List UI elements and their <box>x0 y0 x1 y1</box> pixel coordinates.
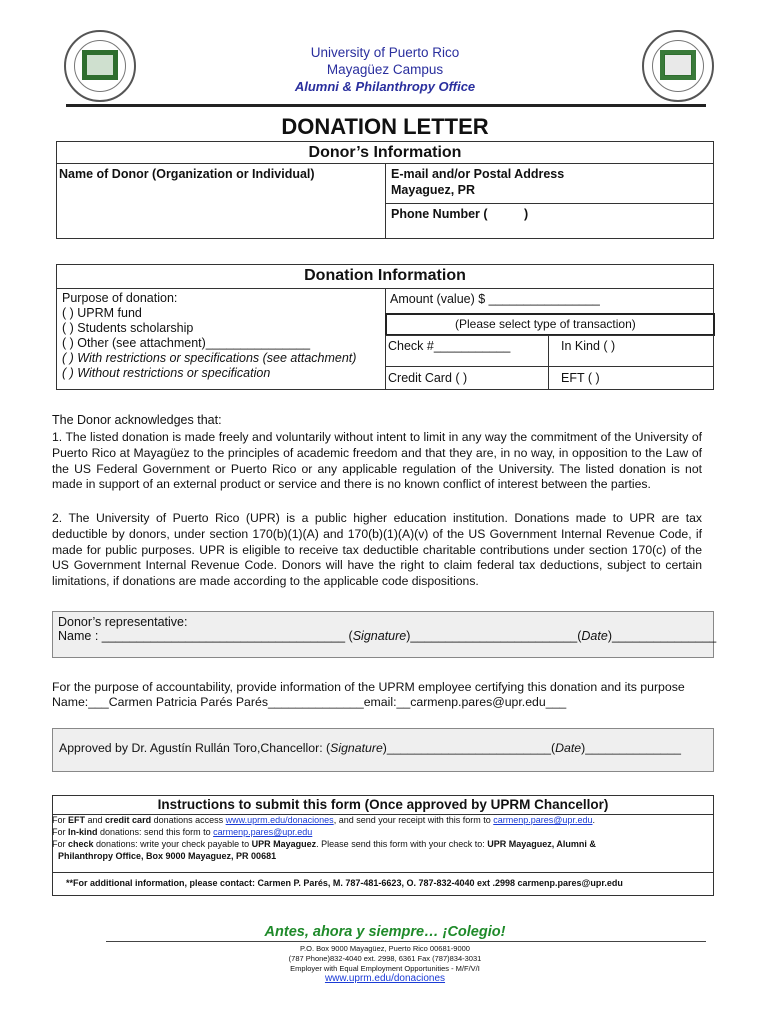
phone-label: Phone Number ( <box>391 207 488 221</box>
option-without-restrictions[interactable]: ( ) Without restrictions or specification <box>62 366 271 380</box>
eft-option[interactable]: EFT ( ) <box>561 371 600 385</box>
footer-phone: (787 Phone)832-4040 ext. 2998, 6361 Fax (787)834-3031 <box>288 954 482 963</box>
donation-vdivider <box>385 288 386 390</box>
address-label: E-mail and/or Postal Address <box>391 167 565 181</box>
header-campus: Mayagüez Campus <box>326 62 444 77</box>
instr-eft-bold: EFT <box>68 815 86 825</box>
instructions-heading: Instructions to submit this form (Once approved by UPRM Chancellor) <box>157 797 609 812</box>
approval-box <box>52 728 714 772</box>
employee-name-value: ___Carmen Patricia Parés Parés______________ <box>88 695 364 709</box>
address-field[interactable] <box>385 163 714 204</box>
footer-address: P.O. Box 9000 Mayagüez, Puerto Rico 00681-9000 <box>300 944 470 953</box>
footer-motto: Antes, ahora y siempre… ¡Colegio! <box>264 924 506 940</box>
instr-inkind <box>52 827 312 838</box>
donations-link[interactable]: www.uprm.edu/donaciones <box>225 815 334 825</box>
instr-check-text2: . Please send this form with your check to: <box>316 839 488 849</box>
instr-eft-and: and <box>85 815 106 825</box>
phone-close: ) <box>524 207 529 221</box>
instr-check-bold3: UPR Mayaguez, Alumni & <box>487 839 596 849</box>
option-uprm-fund[interactable]: ( ) UPRM fund <box>62 306 142 320</box>
instr-eft-text2: , and send your receipt with this form to <box>333 815 494 825</box>
rep-name-prefix: Name : ___________________________________ ( <box>58 629 353 643</box>
footer-link-wrap <box>0 973 770 984</box>
instr-eft-bold2: credit card <box>105 815 152 825</box>
accountability-intro: For the purpose of accountability, provide information of the UPRM employee certifying this donation and its purpose <box>52 680 685 694</box>
ack-intro: The Donor acknowledges that: <box>52 413 222 427</box>
instr-eft <box>52 815 595 826</box>
donor-info-heading: Donor’s Information <box>308 144 462 161</box>
instr-check-bold2: UPR Mayaguez <box>251 839 317 849</box>
instr-check-prefix: For <box>52 839 69 849</box>
check-option[interactable]: Check #___________ <box>388 339 511 353</box>
instr-eft-end: . <box>592 815 595 825</box>
instr-eft-prefix: For <box>52 815 69 825</box>
approval-prefix: Approved by Dr. Agustín Rullán Toro,Chancellor: ( <box>59 741 331 755</box>
rep-mid: )________________________( <box>406 629 582 643</box>
accountability-line[interactable] <box>52 695 566 709</box>
ack-paragraph-1: 1. The listed donation is made freely and voluntarily without intent to limit in any way the commitment of the University of Puerto Rico at Mayagüez to the principles of academic freedom and that they are, in no way, in opposition to the Law of the US Federal Government or Puerto Rico or any applicable regulation of the University. The listed donation is not made in support of an external product or service and there is no known conflict of interest between the parties. <box>52 430 702 492</box>
email-link[interactable]: carmenp.pares@upr.edu <box>493 815 593 825</box>
donor-info-heading-box <box>56 141 714 164</box>
rep-end: )_______________ <box>607 629 717 643</box>
page-title: DONATION LETTER <box>281 114 489 139</box>
tx-divider-1 <box>385 335 714 336</box>
credit-card-option[interactable]: Credit Card ( ) <box>388 371 468 385</box>
instr-check-text: donations: write your check payable to <box>93 839 252 849</box>
tx-divider-2 <box>385 366 714 367</box>
header-university: University of Puerto Rico <box>310 45 460 60</box>
approval-end: )______________ <box>581 741 681 755</box>
representative-box <box>52 611 717 658</box>
approval-signature-label: Signature <box>330 741 383 755</box>
phone-field[interactable] <box>385 203 714 239</box>
employee-email-label: email: <box>363 695 397 709</box>
option-scholarship[interactable]: ( ) Students scholarship <box>62 321 194 335</box>
employee-email-value: __carmenp.pares@upr.edu___ <box>396 695 567 709</box>
footer-donations-link[interactable]: www.uprm.edu/donaciones <box>324 973 446 984</box>
transaction-type-label: (Please select type of transaction) <box>455 317 636 331</box>
donation-info-heading: Donation Information <box>304 267 466 284</box>
donor-name-field[interactable] <box>56 163 386 239</box>
in-kind-option[interactable]: In Kind ( ) <box>561 339 616 353</box>
additional-info: **For additional information, please contact: Carmen P. Parés, M. 787-481-6623, O. 787-832-4040 ext .2998 carmenp.pares@upr.edu <box>66 878 623 888</box>
instr-inkind-bold: In-kind <box>68 827 98 837</box>
instr-check <box>52 839 596 850</box>
inkind-email-link[interactable]: carmenp.pares@upr.edu <box>213 827 313 837</box>
instr-check-bold: check <box>68 839 94 849</box>
representative-label: Donor’s representative: <box>58 615 188 629</box>
header-office: Alumni & Philanthropy Office <box>294 79 476 94</box>
instr-inkind-text: donations: send this form to <box>97 827 214 837</box>
rep-signature-label: Signature <box>352 629 407 643</box>
instr-inkind-prefix: For <box>52 827 69 837</box>
employee-name-label: Name: <box>52 695 89 709</box>
approval-signature-line[interactable] <box>59 741 681 755</box>
tx-vdivider <box>548 335 549 390</box>
donor-name-label: Name of Donor (Organization or Individual) <box>59 167 315 181</box>
option-other[interactable]: ( ) Other (see attachment)_______________ <box>62 336 311 350</box>
instructions-divider-2 <box>52 872 714 873</box>
purpose-label: Purpose of donation: <box>62 291 178 305</box>
footer-divider <box>106 941 706 942</box>
representative-signature-line[interactable] <box>58 629 716 643</box>
amount-field[interactable]: Amount (value) $ ________________ <box>390 292 600 306</box>
header-divider <box>66 104 706 107</box>
instr-eft-text: donations access <box>151 815 226 825</box>
address-value: Mayaguez, PR <box>391 183 476 197</box>
approval-date-label: Date <box>555 741 582 755</box>
option-with-restrictions[interactable]: ( ) With restrictions or specifications (see attachment) <box>62 351 357 365</box>
ack-paragraph-2: 2. The University of Puerto Rico (UPR) is a public higher education institution. Donations made to UPR are tax deductible by donors, under section 170(b)(1)(A) and 170(b)(1)(A)(v) of the US Government Internal Revenue Code, if made for public purposes. UPR is eligible to receive tax deductible charitable contributions under section 170(c) of the US Government Internal Revenue Code. Donors will have the right to claim federal tax deductions, subject to certain limitations, if donations are made according to the applicable code dispositions. <box>52 511 702 589</box>
footer-eeo: Employer with Equal Employment Opportunities - M/F/V/I <box>290 964 480 973</box>
approval-mid: )________________________( <box>382 741 556 755</box>
instr-check-address: Philanthropy Office, Box 9000 Mayaguez, PR 00681 <box>58 851 277 861</box>
rep-date-label: Date <box>581 629 608 643</box>
